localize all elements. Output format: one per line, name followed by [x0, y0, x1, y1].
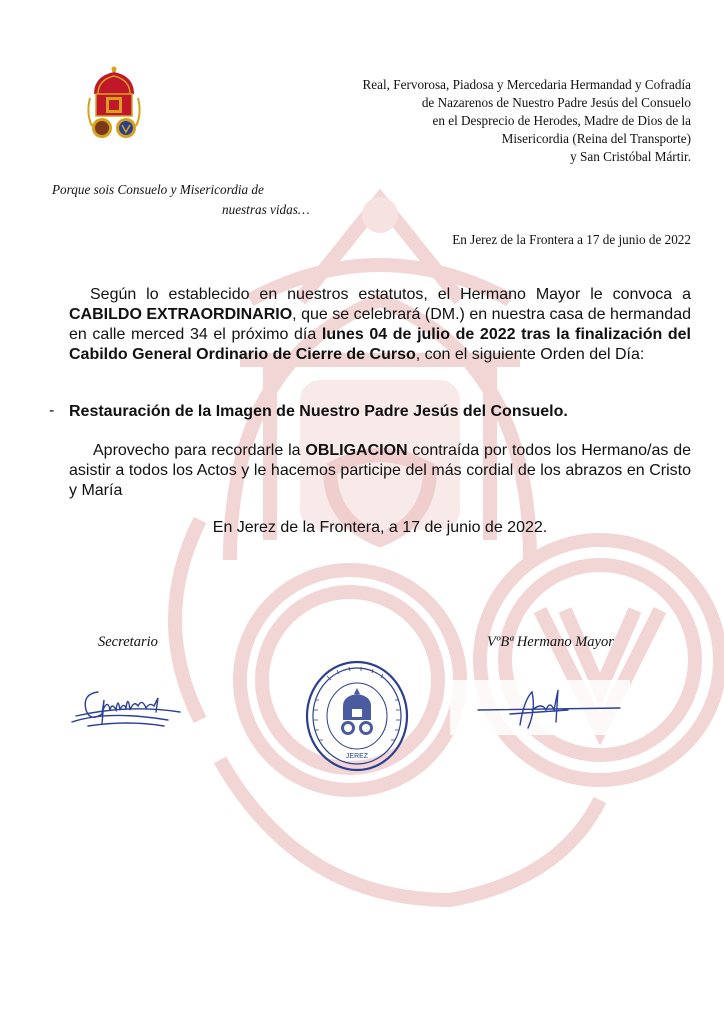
p3-text-c: contraída por todos los Hermano/as de asistir a todos los Actos y le hacemos participe del más cordial de los abrazos en Cristo y María — [69, 442, 692, 499]
p1-text-c: , que se celebrará (DM.) en nuestra casa de hermandad en calle merced 34 el próximo día — [69, 306, 692, 343]
closing-paragraph — [69, 441, 691, 501]
convocation-paragraph — [69, 285, 691, 365]
header-line: en el Desprecio de Herodes, Madre de Dios de la — [432, 113, 691, 128]
header-line: Real, Fervorosa, Piadosa y Mercedaria Hermandad y Cofradía — [362, 77, 691, 92]
secretary-signature — [68, 680, 188, 735]
hermano-mayor-label: VºBª Hermano Mayor — [487, 634, 614, 650]
motto-line-2: nuestras vidas… — [222, 202, 310, 217]
closing-date: En Jerez de la Frontera, a 17 de junio de 2022. — [212, 519, 548, 536]
p1-text-e: , con el siguiente Orden del Día: — [415, 346, 645, 363]
p3-text-a: Aprovecho para recordarle la — [93, 442, 306, 459]
motto — [52, 180, 352, 220]
p3-obligacion-bold: OBLIGACION — [305, 442, 408, 459]
header-line: Misericordia (Reina del Transporte) — [501, 131, 691, 146]
header-line: y San Cristóbal Mártir. — [570, 149, 691, 164]
hermano-mayor-signature — [450, 680, 630, 735]
secretary-label: Secretario — [98, 634, 158, 650]
motto-line-1: Porque sois Consuelo y Misericordia de — [52, 182, 264, 197]
brotherhood-crest-logo — [86, 64, 142, 144]
agenda-item: Restauración de la Imagen de Nuestro Padre Jesús del Consuelo. — [69, 403, 568, 420]
p1-cabildo-bold: CABILDO EXTRAORDINARIO — [69, 306, 293, 323]
p1-date-bold: lunes 04 de julio de 2022 tras la finalización del Cabildo General Ordinario de Cierre de Curso — [69, 326, 691, 363]
header-line: de Nazarenos de Nuestro Padre Jesús del Consuelo — [421, 95, 691, 110]
brotherhood-name-header — [271, 76, 691, 166]
agenda-bullet: - — [49, 402, 55, 419]
official-seal — [305, 660, 409, 772]
p1-text-a: Según lo establecido en nuestros estatutos, el Hermano Mayor le convoca a — [90, 286, 691, 303]
seal-text: JEREZ — [345, 753, 369, 760]
letter-date: En Jerez de la Frontera a 17 de junio de 2022 — [452, 232, 691, 247]
